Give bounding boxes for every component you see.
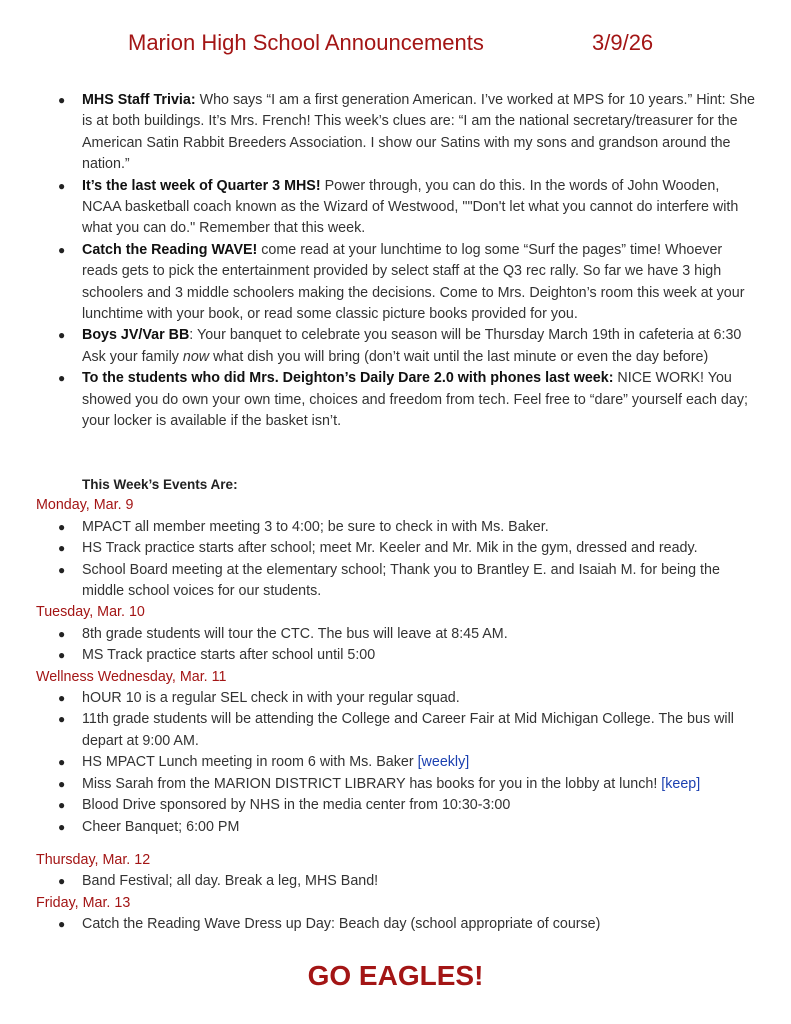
event-text: hOUR 10 is a regular SEL check in with your regular squad. [82, 690, 460, 707]
event-text: 11th grade students will be attending the College and Career Fair at Mid Michigan College. The bus will depart at 9:00 AM. [82, 711, 734, 749]
bullet-icon: ● [58, 819, 66, 834]
announcement-item [36, 176, 758, 240]
announcement-date: 3/9/26 [592, 30, 654, 55]
announcement-item [36, 368, 758, 432]
announcements-list [36, 90, 758, 433]
event-text: MPACT all member meeting 3 to 4:00; be sure to check in with Ms. Baker. [82, 518, 549, 535]
bullet-icon: ● [58, 798, 66, 813]
bullet-icon: ● [58, 519, 66, 534]
day-heading: Friday, Mar. 13 [36, 894, 131, 911]
day-heading: Wellness Wednesday, Mar. 11 [36, 668, 227, 685]
bullet-icon: ● [58, 93, 66, 107]
announcement-item [36, 240, 758, 326]
event-item [36, 795, 758, 816]
announcement-title: Boys JV/Var BB [82, 327, 190, 344]
announcement-text: come read at your lunchtime to log some “Surf the pages” time! Whoever reads gets to pick the entertainment provided by select staff at the Q3 rec rally. So far we have 3 high schoolers and 3 middle schoolers making the decisions. Come to Mrs. Deighton’s room this week at your lunchtime with your book, or read some classic picture books provided for you. [82, 241, 745, 323]
event-text: 8th grade students will tour the CTC. The bus will leave at 8:45 AM. [82, 625, 508, 642]
event-tag-link[interactable]: [weekly] [417, 754, 470, 771]
bullet-icon: ● [58, 691, 66, 706]
announcement-text: Who says “I am a first generation American. I’ve worked at MPS for 10 years.” Hint: She is at both buildings. It’s Mrs. French! This week’s clues are: “I am the national secretary/treasurer for the American Satin Rabbit Breeders Association. I show our Satins with my sons and grandson around the nation.” [82, 92, 755, 173]
announcement-title: MHS Staff Trivia: [82, 92, 196, 108]
event-list [36, 624, 758, 667]
event-text: Miss Sarah from the MARION DISTRICT LIBRARY has books for you in the lobby at lunch! [82, 775, 662, 792]
announcement-title: To the students who did Mrs. Deighton’s Daily Dare 2.0 with phones last week: [82, 370, 614, 387]
announcement-title: It’s the last week of Quarter 3 MHS! [82, 177, 321, 194]
event-item [36, 774, 758, 795]
event-list [36, 517, 758, 603]
bullet-icon: ● [58, 371, 66, 386]
bullet-icon: ● [58, 917, 66, 932]
bullet-icon: ● [58, 328, 66, 343]
events-section [36, 474, 758, 936]
announcement-text: NICE WORK! You showed you do own your own time, choices and freedom from tech. Feel free to “dare” yourself each day; your locker is available if the basket isn’t. [82, 370, 748, 430]
bullet-icon: ● [58, 874, 66, 889]
bullet-icon: ● [58, 178, 66, 193]
event-text: Band Festival; all day. Break a leg, MHS Band! [82, 873, 379, 890]
event-item [36, 560, 758, 603]
events-heading: This Week’s Events Are: [82, 477, 238, 492]
day-heading: Thursday, Mar. 12 [36, 851, 151, 868]
event-text: Cheer Banquet; 6:00 PM [82, 818, 240, 835]
event-item [36, 645, 758, 666]
event-item [36, 752, 758, 773]
page-title: Marion High School Announcements [128, 30, 484, 55]
bullet-icon: ● [58, 648, 66, 663]
event-list [36, 688, 758, 838]
bullet-icon: ● [58, 562, 66, 577]
bullet-icon: ● [58, 626, 66, 641]
bullet-icon: ● [58, 242, 66, 257]
announcement-title: Catch the Reading WAVE! [82, 241, 258, 258]
event-text: Blood Drive sponsored by NHS in the media center from 10:30-3:00 [82, 797, 511, 814]
announcement-emphasis: now [182, 348, 210, 365]
event-list [36, 914, 758, 935]
event-item [36, 517, 758, 538]
announcement-text: : Your banquet to celebrate you season will be Thursday March 19th in cafeteria at 6:30 Ask your family [82, 327, 742, 365]
announcement-text: what dish you will bring (don’t wait until the last minute or even the day before) [209, 348, 709, 365]
event-text: HS MPACT Lunch meeting in room 6 with Ms. Baker [82, 754, 418, 771]
bullet-icon: ● [58, 712, 66, 727]
footer-slogan: GO EAGLES! [307, 960, 484, 991]
event-list [36, 871, 758, 892]
event-item [36, 688, 758, 709]
spacer [36, 838, 758, 850]
bullet-icon: ● [58, 541, 66, 556]
event-item [36, 914, 758, 935]
event-item [36, 817, 758, 838]
event-text: Catch the Reading Wave Dress up Day: Beach day (school appropriate of course) [82, 916, 601, 933]
event-text: MS Track practice starts after school until 5:00 [82, 647, 376, 664]
event-item [36, 624, 758, 645]
announcement-item [36, 90, 758, 176]
bullet-icon: ● [58, 755, 66, 770]
event-text: School Board meeting at the elementary school; Thank you to Brantley E. and Isaiah M. for being the middle school voices for our students. [82, 561, 720, 600]
event-item [36, 871, 758, 892]
announcement-text: Power through, you can do this. In the words of John Wooden, NCAA basketball coach known as the Wizard of Westwood, ""Don't let what you cannot do interfere with what you can do." Remember that this week. [82, 177, 739, 237]
bullet-icon: ● [58, 776, 66, 791]
announcement-item [36, 325, 758, 368]
day-heading: Monday, Mar. 9 [36, 497, 134, 514]
event-item [36, 538, 758, 559]
event-item [36, 709, 758, 752]
event-tag-link[interactable]: [keep] [661, 775, 701, 792]
event-text: HS Track practice starts after school; meet Mr. Keeler and Mr. Mik in the gym, dressed and ready. [82, 540, 698, 557]
day-heading: Tuesday, Mar. 10 [36, 604, 145, 621]
